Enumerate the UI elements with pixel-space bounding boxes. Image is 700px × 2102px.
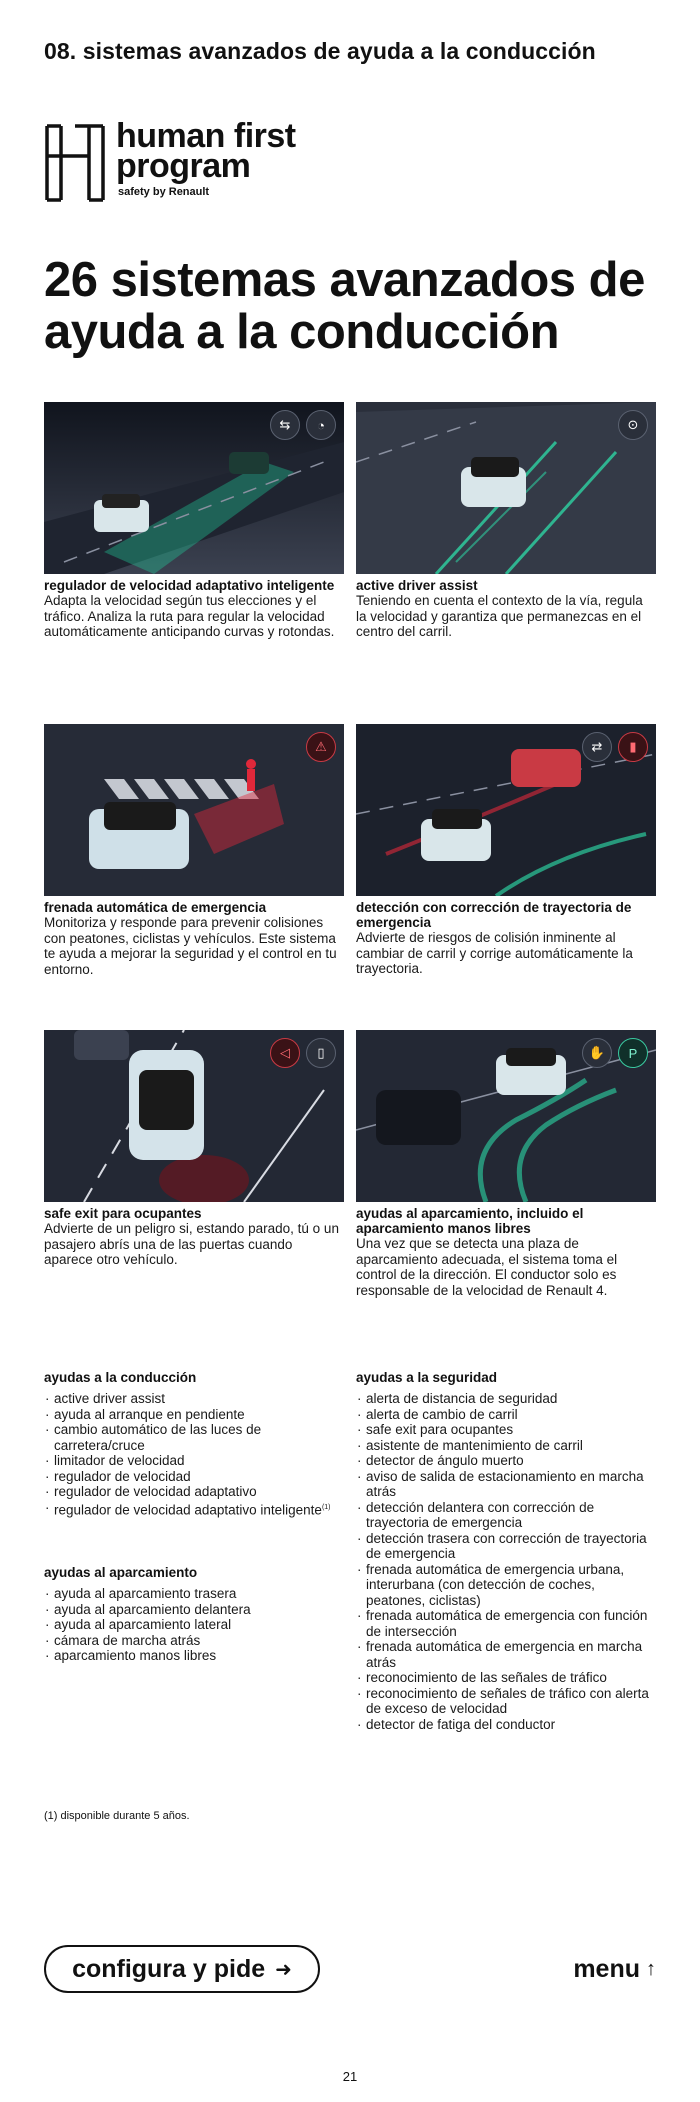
list-driving-aids [44,1370,344,1518]
feature-description: Adapta la velocidad según tus elecciones y el tráfico. Analiza la ruta para regular la velocidad automáticamente anticipando curvas y rotondas. [44,593,335,639]
list-item: · alerta de distancia de seguridad [356,1391,656,1407]
feature-description: Teniendo en cuenta el contexto de la vía, regula la velocidad y garantiza que permanezcas en el centro del carril. [356,593,643,639]
configure-and-order-button[interactable] [44,1945,320,1993]
list-item-text: regulador de velocidad adaptativo inteligente [54,1502,322,1517]
feature-card-trajectory-correction [356,724,656,977]
menu-label: menu [573,1955,640,1983]
list-item: · frenada automática de emergencia con función de intersección [356,1608,656,1639]
list-item: · asistente de mantenimiento de carril [356,1438,656,1454]
door-open-icon: ▯ [306,1038,336,1068]
feature-description: Monitoriza y responde para prevenir colisiones con peatones, ciclistas y vehículos. Este sistema te ayuda a mejorar la seguridad y el control en tu entorno. [44,915,337,977]
list-item: · aparcamiento manos libres [44,1648,344,1664]
arrow-right-icon: ➜ [275,1958,292,1981]
feature-title: safe exit para ocupantes [44,1206,202,1221]
list-item: · regulador de velocidad adaptativo [44,1484,344,1500]
steering-wheel-icon: ⊙ [618,410,648,440]
list-item: · detección delantera con corrección de trayectoria de emergencia [356,1500,656,1531]
feature-title: active driver assist [356,578,478,593]
feature-image [356,724,656,896]
h1-logo-icon [44,120,106,204]
list-item: · detector de fatiga del conductor [356,1717,656,1733]
list-item: · reconocimiento de señales de tráfico con alerta de exceso de velocidad [356,1686,656,1717]
feature-image [44,1030,344,1202]
list-item: · cámara de marcha atrás [44,1633,344,1649]
section-title: 08. sistemas avanzados de ayuda a la conducción [44,38,596,64]
feature-title: ayudas al aparcamiento, incluido el aparcamiento manos libres [356,1206,584,1236]
footnote-marker: (1) [321,1503,331,1511]
car-distance-icon: ⇆ [270,410,300,440]
list-item: · ayuda al aparcamiento delantera [44,1602,344,1618]
car-top-icon: ▮ [618,732,648,762]
hands-free-icon: ✋ [582,1038,612,1068]
list-parking-aids [44,1565,344,1664]
list-item: · safe exit para ocupantes [356,1422,656,1438]
page-number: 21 [342,2069,358,2084]
feature-description: Advierte de riesgos de colisión inminente al cambiar de carril y corrige automáticamente la trayectoria. [356,930,633,976]
feature-title: detección con corrección de trayectoria de emergencia [356,900,632,930]
list-item: · frenada automática de emergencia urbana, interurbana (con detección de coches, peatones, ciclistas) [356,1562,656,1609]
list-item: · cambio automático de las luces de carretera/cruce [44,1422,344,1453]
cta-label: configura y pide [72,1954,266,1983]
feature-image [44,724,344,896]
feature-card-parking-assist [356,1030,656,1298]
feature-card-emergency-braking [44,724,344,977]
speed-car-icon: ◔ [306,410,336,440]
list-item: · limitador de velocidad [44,1453,344,1469]
arrow-up-icon: ↑ [646,1958,656,1980]
feature-card-adaptive-cruise [44,402,344,640]
list-title: ayudas al aparcamiento [44,1565,198,1580]
logo-line1: human first [116,117,296,155]
feature-image [356,402,656,574]
list-item: · frenada automática de emergencia en marcha atrás [356,1639,656,1670]
feature-image [44,402,344,574]
car-collision-icon: ⚠ [306,732,336,762]
logo-line2: program [116,147,251,185]
feature-image [356,1030,656,1202]
feature-title: regulador de velocidad adaptativo inteligente [44,578,335,593]
list-item: · aviso de salida de estacionamiento en marcha atrás [356,1469,656,1500]
list-item: · ayuda al aparcamiento lateral [44,1617,344,1633]
feature-card-safe-exit [44,1030,344,1268]
list-title: ayudas a la conducción [44,1370,197,1385]
footnote: (1) disponible durante 5 años. [44,1810,190,1822]
feature-description: Advierte de un peligro si, estando parado, tú o un pasajero abrís una de las puertas cuando aparece otro vehículo. [44,1221,339,1267]
list-item: · detección trasera con corrección de trayectoria de emergencia [356,1531,656,1562]
menu-link[interactable] [573,1955,656,1984]
list-item: · alerta de cambio de carril [356,1407,656,1423]
list-item [44,1500,344,1518]
list-safety-aids [356,1370,656,1732]
list-item: · ayuda al aparcamiento trasera [44,1586,344,1602]
feature-title: frenada automática de emergencia [44,900,267,915]
feature-description: Una vez que se detecta una plaza de aparcamiento adecuada, el sistema toma el control de la dirección. El conductor solo es responsable de la velocidad de Renault 4. [356,1236,618,1298]
lane-change-icon: ⇄ [582,732,612,762]
warning-sound-icon: ◁ [270,1038,300,1068]
list-title: ayudas a la seguridad [356,1370,498,1385]
page-headline: 26 sistemas avanzados de ayuda a la conducción [44,253,645,359]
logo-subtitle: safety by Renault [118,186,210,198]
human-first-program-logo [44,117,344,204]
list-item: · detector de ángulo muerto [356,1453,656,1469]
list-item: · ayuda al arranque en pendiente [44,1407,344,1423]
list-item: · reconocimiento de las señales de tráfico [356,1670,656,1686]
feature-card-active-driver-assist [356,402,656,640]
parking-steering-icon: P [618,1038,648,1068]
list-item: · active driver assist [44,1391,344,1407]
list-item: · regulador de velocidad [44,1469,344,1485]
